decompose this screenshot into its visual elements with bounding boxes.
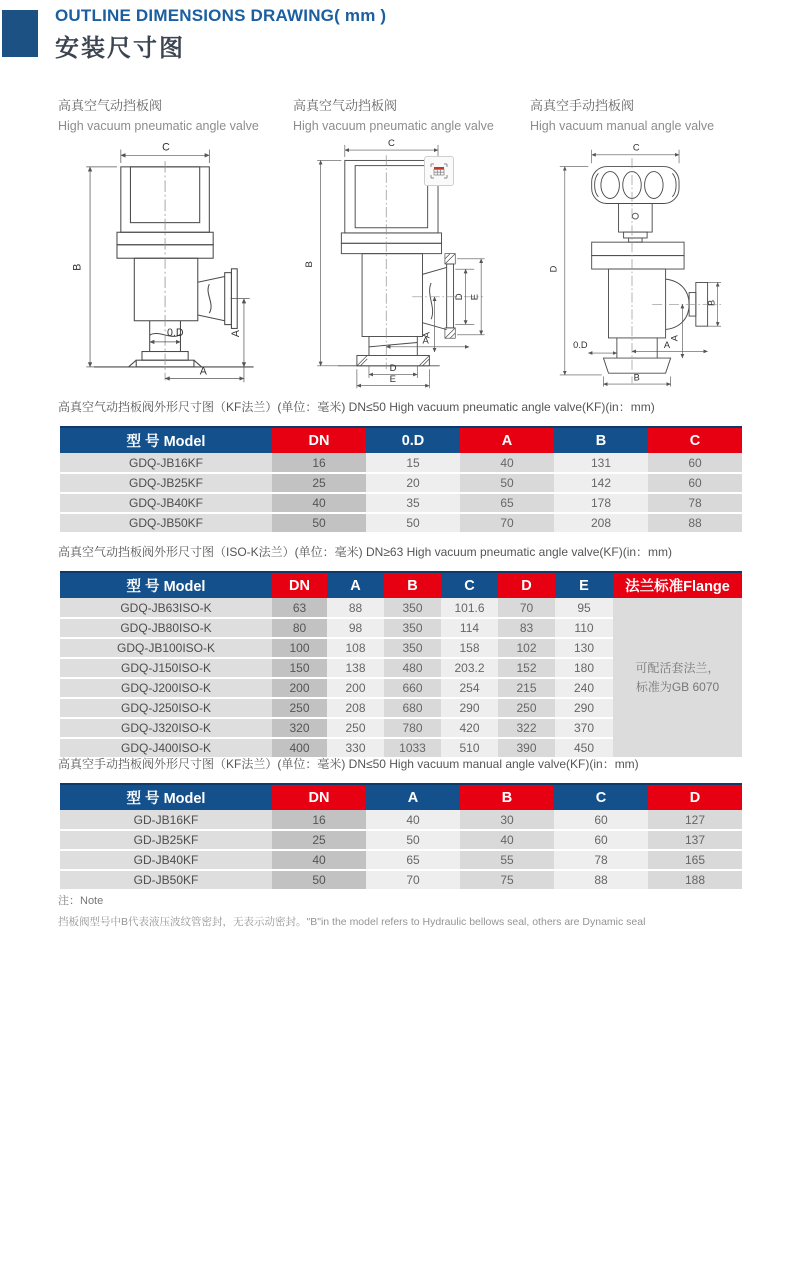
value-cell: 138 [327,658,384,678]
value-cell: 40 [460,453,554,473]
column-header: 型 号 Model [60,427,272,453]
model-cell: GDQ-JB25KF [60,473,272,493]
value-cell: 25 [272,473,366,493]
column-header: 型 号 Model [60,572,272,598]
value-cell: 55 [460,850,554,870]
model-cell: GDQ-JB63ISO-K [60,598,272,618]
model-cell: GD-JB40KF [60,850,272,870]
model-cell: GDQ-JB80ISO-K [60,618,272,638]
value-cell: 480 [384,658,441,678]
table-row [60,870,742,890]
table-row [60,850,742,870]
table-row [60,513,742,533]
value-cell: 208 [327,698,384,718]
dim-label-c: C [387,138,395,149]
table-row [60,810,742,830]
header-row [60,427,742,453]
value-cell: 88 [554,870,648,890]
dim-label-od: 0.D [573,340,588,350]
value-cell: 65 [366,850,460,870]
value-cell: 78 [648,493,742,513]
value-cell: 152 [498,658,555,678]
value-cell: 50 [460,473,554,493]
value-cell: 350 [384,598,441,618]
column-header: B [460,784,554,810]
diagram-label-zh: 高真空气动挡板阀 [293,98,398,113]
dim-label-b: B [304,261,316,268]
dim-label-e-right: E [469,293,481,301]
value-cell: 50 [272,870,366,890]
value-cell: 70 [498,598,555,618]
value-cell: 70 [366,870,460,890]
value-cell: 188 [648,870,742,890]
table-row [60,453,742,473]
column-header: D [648,784,742,810]
model-cell: GDQ-J400ISO-K [60,738,272,758]
table-row [60,473,742,493]
value-cell: 78 [554,850,648,870]
dim-label-d-right: D [454,293,466,301]
value-cell: 95 [555,598,613,618]
value-cell: 60 [554,830,648,850]
value-cell: 60 [648,453,742,473]
value-cell: 178 [554,493,648,513]
value-cell: 65 [460,493,554,513]
dim-label-a-vertical: A [669,335,680,342]
value-cell: 215 [498,678,555,698]
value-cell: 290 [441,698,498,718]
value-cell: 680 [384,698,441,718]
value-cell: 88 [648,513,742,533]
value-cell: 450 [555,738,613,758]
value-cell: 203.2 [441,658,498,678]
value-cell: 100 [272,638,327,658]
dim-label-a-horizontal: A [663,340,671,350]
diagram-label-3 [530,95,714,133]
value-cell: 80 [272,618,327,638]
value-cell: 60 [648,473,742,493]
model-cell: GD-JB16KF [60,810,272,830]
value-cell: 200 [327,678,384,698]
value-cell: 101.6 [441,598,498,618]
value-cell: 16 [272,453,366,473]
pneumatic-kf-valve-drawing [62,138,272,395]
column-header: C [648,427,742,453]
value-cell: 88 [327,598,384,618]
value-cell: 350 [384,618,441,638]
dim-label-d-left: D [548,265,559,273]
column-header: B [554,427,648,453]
column-header: 型 号 Model [60,784,272,810]
value-cell: 30 [460,810,554,830]
value-cell: 250 [327,718,384,738]
dimensions-table-manual-kf [60,783,742,891]
value-cell: 110 [555,618,613,638]
value-cell: 200 [272,678,327,698]
value-cell: 250 [272,698,327,718]
column-header: A [366,784,460,810]
value-cell: 150 [272,658,327,678]
value-cell: 40 [272,493,366,513]
header-row [60,572,742,598]
diagram-label-en: High vacuum manual angle valve [530,119,715,133]
dim-label-a-vertical: A [421,331,433,339]
value-cell: 420 [441,718,498,738]
table-section-manual-kf [58,755,742,891]
value-cell: 127 [648,810,742,830]
dim-label-c: C [162,141,170,154]
dim-label-d-bottom: D [389,363,397,375]
dim-label-od: 0.D [167,327,184,340]
dimensions-table-pneumatic-kf [60,426,742,534]
value-cell: 102 [498,638,555,658]
value-cell: 330 [327,738,384,758]
page-title-english: OUTLINE DIMENSIONS DRAWING( mm ) [55,6,387,25]
value-cell: 142 [554,473,648,493]
value-cell: 240 [555,678,613,698]
value-cell: 254 [441,678,498,698]
value-cell: 780 [384,718,441,738]
column-header: A [327,572,384,598]
value-cell: 1033 [384,738,441,758]
column-header: B [384,572,441,598]
value-cell: 75 [460,870,554,890]
model-cell: GDQ-J250ISO-K [60,698,272,718]
dim-label-e-bottom: E [389,374,397,386]
table-section-pneumatic-isok [58,543,742,759]
value-cell: 180 [555,658,613,678]
header-row [60,784,742,810]
manual-valve-drawing [525,138,739,395]
value-cell: 114 [441,618,498,638]
footnote-label: 注：Note [58,895,104,907]
flange-note-cell: 可配活套法兰， 标准为GB 6070 [613,598,742,758]
dim-label-c: C [632,142,640,153]
value-cell: 322 [498,718,555,738]
value-cell: 40 [460,830,554,850]
footnote [58,892,645,929]
value-cell: 290 [555,698,613,718]
dim-label-b-bottom: B [633,372,640,383]
dim-label-a-right: A [230,330,243,338]
table-section-pneumatic-kf [58,398,742,534]
value-cell: 40 [272,850,366,870]
column-header: 0.D [366,427,460,453]
model-cell: GD-JB25KF [60,830,272,850]
value-cell: 370 [555,718,613,738]
value-cell: 660 [384,678,441,698]
model-cell: GDQ-JB50KF [60,513,272,533]
column-header: DN [272,572,327,598]
diagram-label-zh: 高真空气动挡板阀 [58,98,163,113]
value-cell: 400 [272,738,327,758]
value-cell: 130 [555,638,613,658]
table-caption: 高真空气动挡板阀外形尺寸图（KF法兰）(单位：毫米) DN≤50 High vacuum pneumatic angle valve(KF)(in：mm) [58,400,655,414]
dim-label-a-horizontal: A [422,335,429,347]
dim-label-b-right: B [706,299,717,306]
value-cell: 390 [498,738,555,758]
pneumatic-isok-valve-drawing [288,138,500,395]
value-cell: 250 [498,698,555,718]
table-caption: 高真空手动挡板阀外形尺寸图（KF法兰）(单位：毫米) DN≤50 High vacuum manual angle valve(KF)(in：mm) [58,757,639,771]
value-cell: 50 [272,513,366,533]
table-row [60,598,742,618]
value-cell: 40 [366,810,460,830]
value-cell: 63 [272,598,327,618]
value-cell: 208 [554,513,648,533]
value-cell: 83 [498,618,555,638]
column-header: DN [272,784,366,810]
value-cell: 350 [384,638,441,658]
diagram-label-zh: 高真空手动挡板阀 [530,98,635,113]
value-cell: 15 [366,453,460,473]
model-cell: GD-JB50KF [60,870,272,890]
value-cell: 50 [366,830,460,850]
page-title-chinese: 安装尺寸图 [55,35,185,62]
value-cell: 510 [441,738,498,758]
model-cell: GDQ-J150ISO-K [60,658,272,678]
footnote-text: 挡板阀型号中B代表液压波纹管密封，无表示动密封。"B"in the model refers to Hydraulic bellows seal, others are Dynamic seal [58,916,646,928]
value-cell: 70 [460,513,554,533]
table-row [60,830,742,850]
model-cell: GDQ-J200ISO-K [60,678,272,698]
value-cell: 35 [366,493,460,513]
column-header: D [498,572,555,598]
value-cell: 137 [648,830,742,850]
diagram-label-1 [58,95,259,133]
table-row [60,493,742,513]
value-cell: 50 [366,513,460,533]
table-caption: 高真空气动挡板阀外形尺寸图（ISO-K法兰）(单位：毫米) DN≥63 High vacuum pneumatic angle valve(KF)(in：mm) [58,545,673,559]
table-grid-icon [424,156,454,186]
model-cell: GDQ-JB40KF [60,493,272,513]
value-cell: 165 [648,850,742,870]
model-cell: GDQ-JB16KF [60,453,272,473]
value-cell: 108 [327,638,384,658]
column-header: 法兰标准Flange [613,572,742,598]
column-header: E [555,572,613,598]
column-header: DN [272,427,366,453]
diagram-label-en: High vacuum pneumatic angle valve [293,119,494,133]
value-cell: 16 [272,810,366,830]
dim-label-a-bottom: A [199,365,207,378]
column-header: C [441,572,498,598]
column-header: C [554,784,648,810]
diagram-label-2 [293,95,494,133]
value-cell: 25 [272,830,366,850]
model-cell: GDQ-J320ISO-K [60,718,272,738]
dimensions-table-pneumatic-isok [60,571,742,759]
diagram-label-en: High vacuum pneumatic angle valve [58,119,259,133]
value-cell: 320 [272,718,327,738]
value-cell: 98 [327,618,384,638]
value-cell: 20 [366,473,460,493]
value-cell: 131 [554,453,648,473]
value-cell: 60 [554,810,648,830]
header-logo-square [2,10,38,57]
value-cell: 158 [441,638,498,658]
model-cell: GDQ-JB100ISO-K [60,638,272,658]
dim-label-b: B [71,263,84,271]
column-header: A [460,427,554,453]
